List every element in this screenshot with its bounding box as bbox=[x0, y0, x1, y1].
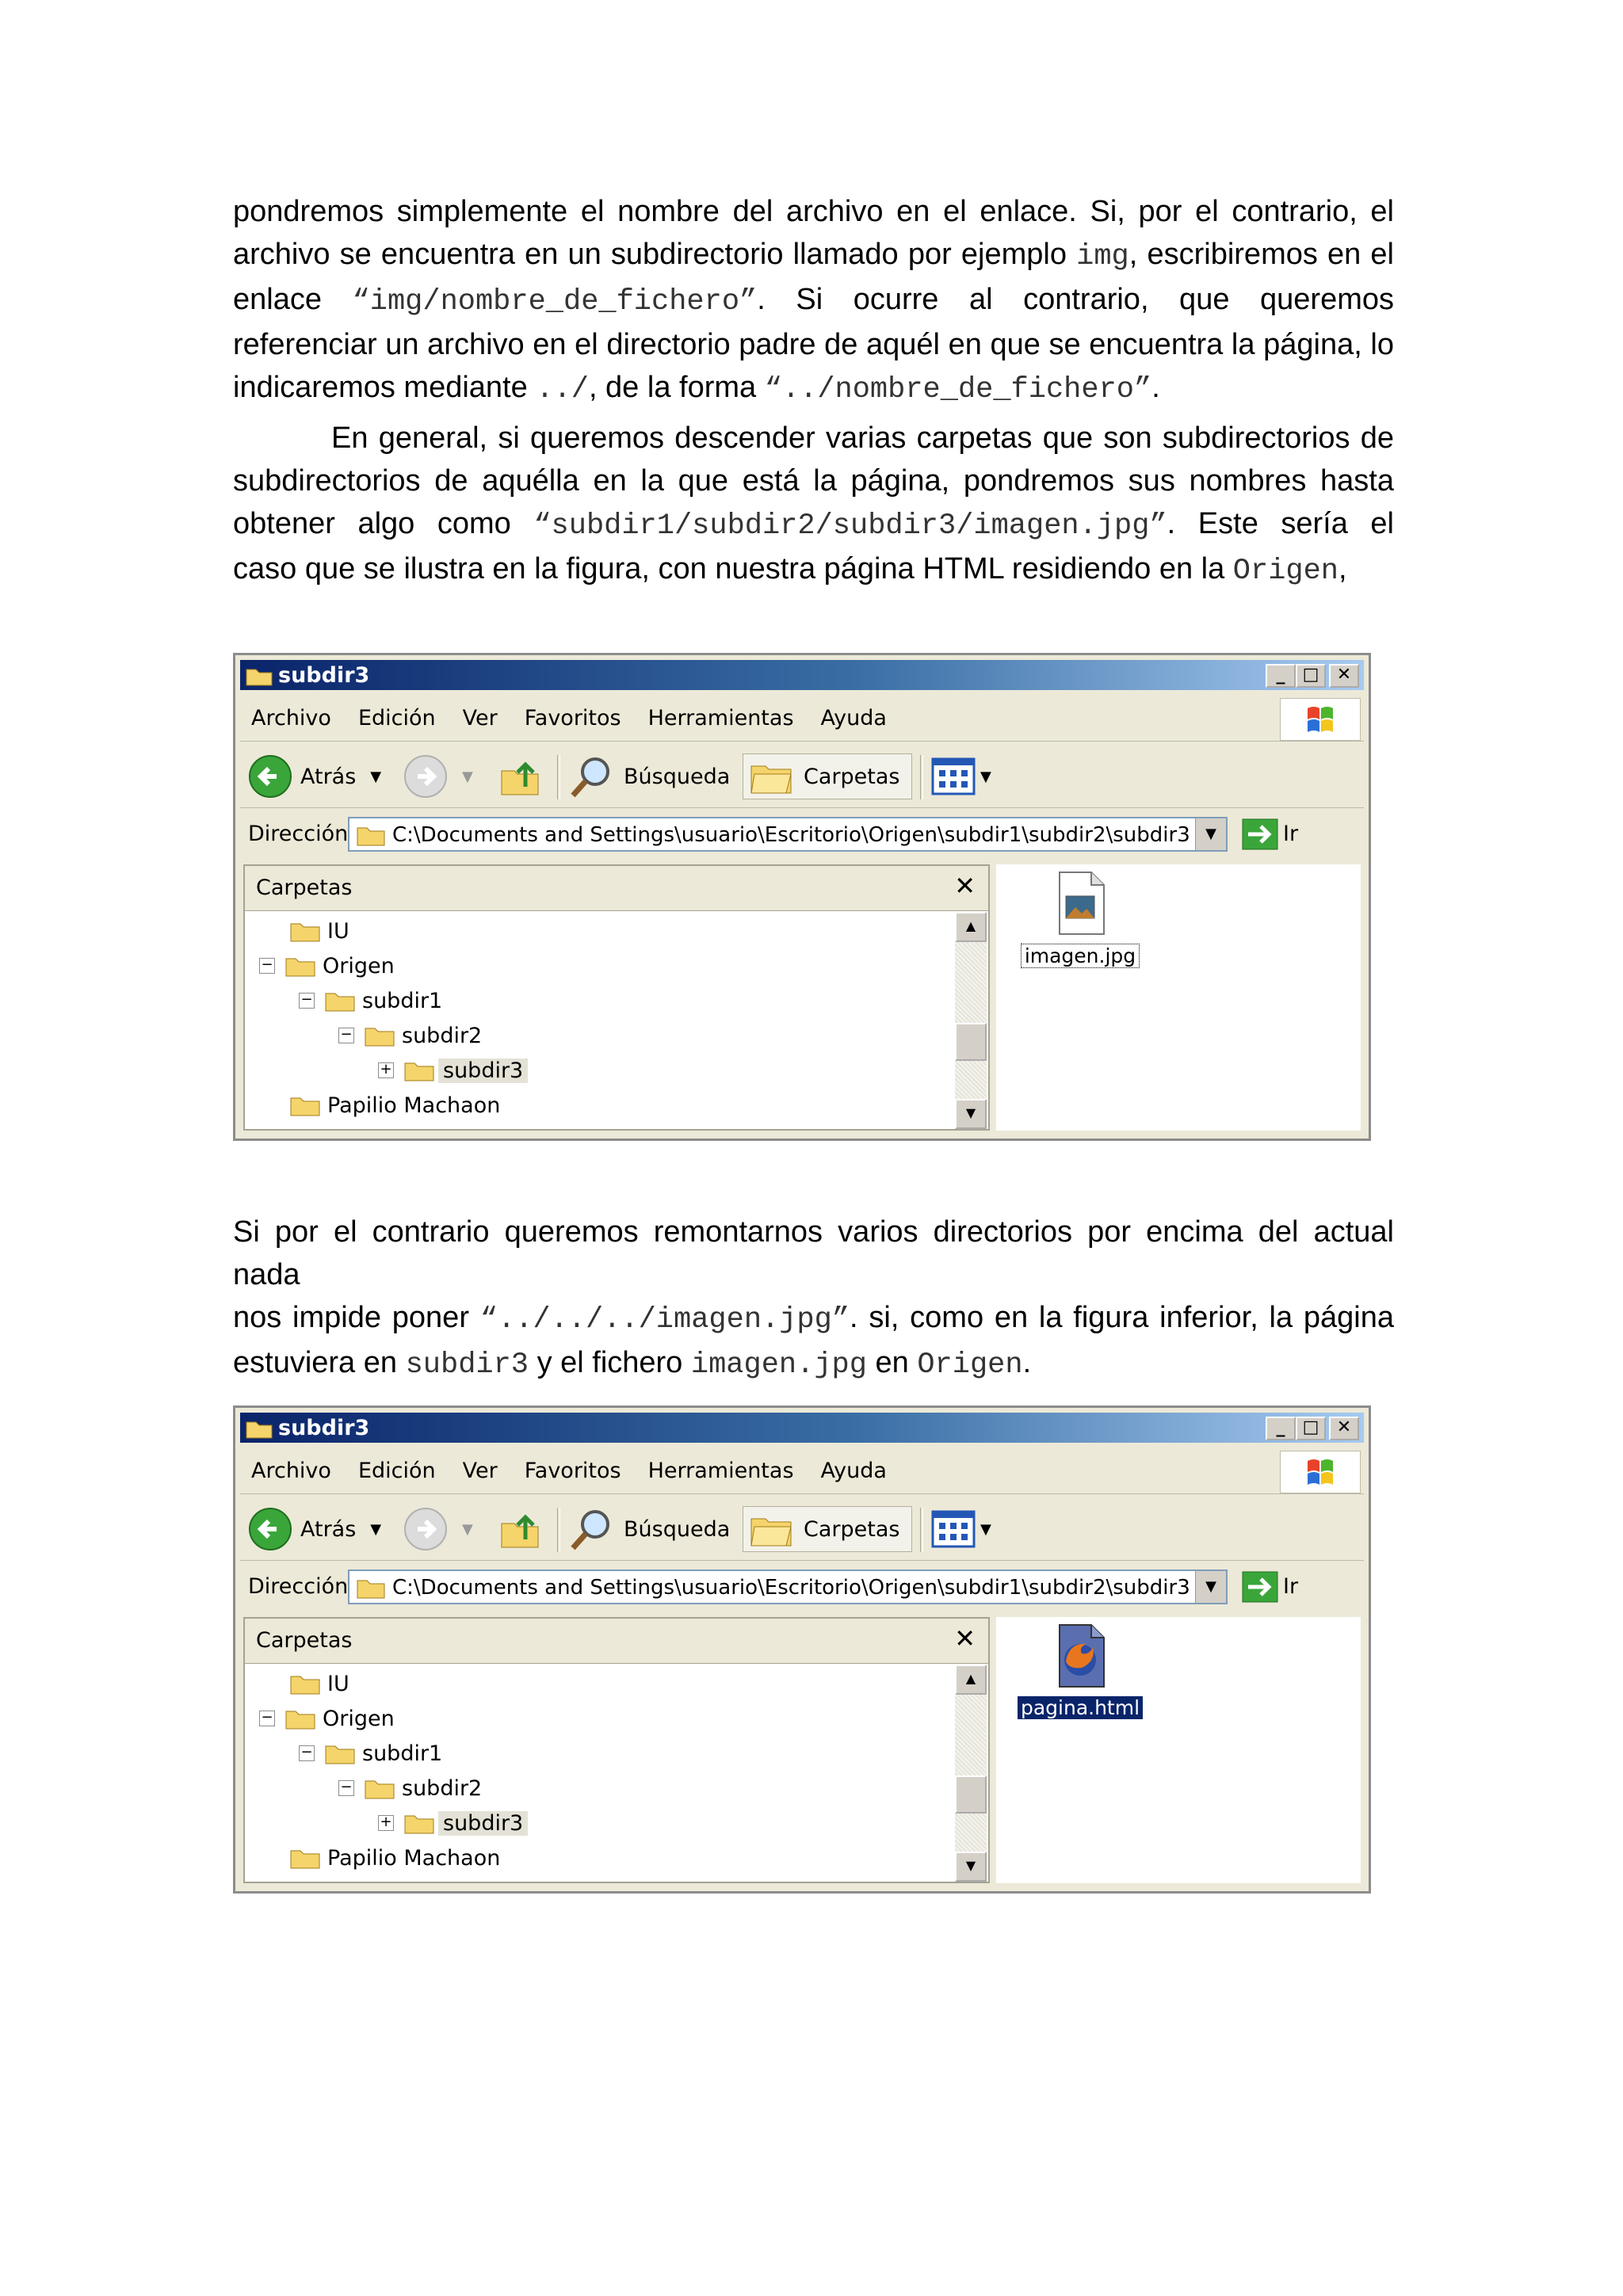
collapse-icon[interactable]: − bbox=[299, 1745, 315, 1761]
tree-item-origen[interactable] bbox=[259, 1703, 395, 1734]
file-item-imagen-jpg[interactable] bbox=[1017, 869, 1144, 968]
code-path: “subdir1/subdir2/subdir3/imagen.jpg” bbox=[533, 509, 1167, 543]
dropdown-arrow-icon[interactable]: ▼ bbox=[370, 1520, 382, 1538]
folder-icon bbox=[285, 954, 316, 978]
code-path: “../../../imagen.jpg” bbox=[479, 1303, 850, 1337]
menu-ver[interactable]: Ver bbox=[462, 1459, 498, 1483]
image-file-icon bbox=[1048, 869, 1112, 937]
up-folder-button[interactable] bbox=[498, 1506, 541, 1552]
folders-pane-title: Carpetas bbox=[256, 875, 353, 900]
folders-label: Carpetas bbox=[804, 764, 900, 789]
forward-arrow-icon bbox=[403, 1507, 448, 1551]
file-pane bbox=[996, 1617, 1361, 1883]
address-text: C:\Documents and Settings\usuario\Escritorio\Origen\subdir1\subdir2\subdir3 bbox=[392, 823, 1190, 847]
text: caso que se ilustra en la figura, con nuestra página HTML residiendo en la bbox=[233, 552, 1233, 585]
up-folder-icon bbox=[498, 755, 541, 798]
folder-icon bbox=[285, 1707, 316, 1730]
code-img: img bbox=[1076, 240, 1129, 273]
p1-line-4: referenciar un archivo en el directorio padre de aquél en que se encuentra la página, lo bbox=[233, 328, 1394, 361]
paragraph-3 bbox=[233, 1211, 1394, 1386]
folder-icon bbox=[356, 823, 386, 847]
search-label: Búsqueda bbox=[624, 764, 731, 789]
close-button[interactable]: ✕ bbox=[1329, 1417, 1359, 1440]
title-bar bbox=[240, 660, 1364, 690]
folders-button[interactable] bbox=[743, 753, 912, 799]
tree-scrollbar[interactable] bbox=[955, 912, 987, 1129]
folders-icon bbox=[748, 1509, 796, 1549]
text: y el fichero bbox=[529, 1346, 691, 1379]
folder-icon bbox=[289, 1093, 321, 1117]
search-button[interactable] bbox=[568, 753, 730, 799]
back-label: Atrás bbox=[300, 1516, 357, 1542]
tree-label: subdir1 bbox=[362, 988, 443, 1013]
text: archivo se encuentra en un subdirectorio llamado por ejemplo bbox=[233, 238, 1077, 271]
tree-label: Papilio Machaon bbox=[327, 1845, 501, 1871]
toolbar bbox=[240, 1498, 1364, 1561]
views-button[interactable] bbox=[931, 753, 991, 799]
html-file-icon bbox=[1048, 1622, 1112, 1690]
menu-archivo[interactable]: Archivo bbox=[251, 706, 331, 730]
tree-item-subdir2[interactable] bbox=[338, 1772, 482, 1804]
tree-item-papilio-machaon[interactable] bbox=[289, 1089, 500, 1121]
close-icon[interactable]: ✕ bbox=[954, 871, 976, 901]
up-folder-button[interactable] bbox=[498, 753, 541, 799]
folder-icon bbox=[403, 1811, 435, 1835]
folder-icon bbox=[403, 1058, 435, 1082]
scroll-down-button[interactable]: ▼ bbox=[955, 1852, 987, 1882]
search-label: Búsqueda bbox=[624, 1516, 731, 1542]
address-label: Dirección bbox=[248, 1574, 349, 1599]
folder-icon bbox=[364, 1024, 395, 1047]
tree-item-papilio-machaon[interactable] bbox=[289, 1842, 500, 1874]
scroll-up-button[interactable]: ▲ bbox=[955, 912, 987, 942]
explorer-window-1 bbox=[233, 653, 1371, 1141]
back-label: Atrás bbox=[300, 764, 357, 789]
p1-line-2 bbox=[233, 233, 1394, 278]
tree-label: subdir3 bbox=[438, 1058, 528, 1083]
menu-archivo[interactable]: Archivo bbox=[251, 1459, 331, 1483]
folders-pane bbox=[243, 1617, 990, 1883]
tree-label: Origen bbox=[323, 1706, 395, 1731]
code-subdir3: subdir3 bbox=[405, 1348, 529, 1382]
folder-tree bbox=[245, 1665, 958, 1882]
collapse-icon[interactable]: − bbox=[338, 1028, 354, 1043]
tree-label: subdir3 bbox=[438, 1811, 528, 1836]
scroll-thumb[interactable] bbox=[955, 1023, 987, 1061]
text: . si, como en la figura inferior, la página bbox=[850, 1301, 1395, 1334]
go-label[interactable]: Ir bbox=[1283, 822, 1299, 846]
address-bar bbox=[240, 1565, 1364, 1609]
forward-button[interactable] bbox=[403, 753, 473, 799]
tree-label: IU bbox=[327, 1671, 349, 1696]
text: indicaremos mediante bbox=[233, 371, 537, 404]
folder-icon bbox=[356, 1576, 386, 1600]
p3-line-1: Si por el contrario queremos remontarnos varios directorios por encima del actual nada bbox=[233, 1215, 1394, 1291]
views-icon bbox=[931, 1510, 976, 1548]
maximize-button[interactable]: □ bbox=[1296, 1417, 1326, 1440]
address-dropdown-button[interactable]: ▼ bbox=[1195, 1571, 1226, 1603]
menu-edicion[interactable]: Edición bbox=[357, 1459, 436, 1483]
tree-label: subdir1 bbox=[362, 1741, 443, 1766]
menu-edicion[interactable]: Edición bbox=[357, 706, 436, 730]
folders-button[interactable] bbox=[743, 1506, 912, 1552]
folder-icon bbox=[289, 919, 321, 943]
folders-pane-header bbox=[245, 866, 988, 911]
menu-bar bbox=[240, 1449, 1364, 1494]
code-parent: ../ bbox=[536, 373, 589, 406]
tree-label: subdir2 bbox=[402, 1775, 483, 1801]
windows-logo bbox=[1280, 698, 1361, 741]
address-label: Dirección bbox=[248, 822, 349, 846]
expand-icon[interactable]: + bbox=[378, 1062, 394, 1078]
folder-icon bbox=[245, 665, 273, 687]
text: . bbox=[1022, 1346, 1032, 1379]
dropdown-arrow-icon[interactable]: ▼ bbox=[462, 768, 473, 785]
menu-ayuda[interactable]: Ayuda bbox=[820, 706, 887, 730]
folder-icon bbox=[245, 1417, 273, 1440]
go-label[interactable]: Ir bbox=[1283, 1574, 1299, 1599]
back-button[interactable] bbox=[248, 1506, 381, 1552]
tree-item-subdir1[interactable] bbox=[299, 985, 442, 1016]
p2-line-3 bbox=[233, 502, 1394, 547]
file-item-pagina-html[interactable] bbox=[1017, 1622, 1144, 1719]
expand-icon[interactable]: + bbox=[378, 1815, 394, 1831]
close-button[interactable]: ✕ bbox=[1329, 664, 1359, 688]
dropdown-arrow-icon[interactable]: ▼ bbox=[370, 768, 382, 785]
up-folder-icon bbox=[498, 1508, 541, 1550]
folder-icon bbox=[289, 1846, 321, 1870]
menu-herramientas[interactable]: Herramientas bbox=[647, 1459, 794, 1483]
maximize-button[interactable]: □ bbox=[1296, 664, 1326, 688]
file-name: imagen.jpg bbox=[1021, 944, 1140, 968]
folders-icon bbox=[748, 757, 796, 796]
close-icon[interactable]: ✕ bbox=[954, 1623, 976, 1653]
p2-line-2: subdirectorios de aquélla en la que está la página, pondremos sus nombres hasta bbox=[233, 464, 1394, 498]
scroll-down-button[interactable]: ▼ bbox=[955, 1099, 987, 1129]
p2-line-1: En general, si queremos descender varias carpetas que son subdirectorios de bbox=[331, 421, 1394, 455]
minimize-button[interactable]: _ bbox=[1266, 1417, 1296, 1440]
tree-item-iu[interactable] bbox=[289, 915, 349, 947]
folder-icon bbox=[324, 1741, 356, 1765]
go-arrow-icon[interactable] bbox=[1242, 1571, 1278, 1603]
code-path: “../nombre_de_fichero” bbox=[764, 373, 1152, 406]
folder-icon bbox=[289, 1672, 321, 1695]
tree-label: IU bbox=[327, 918, 349, 944]
text: . Este sería el bbox=[1167, 507, 1394, 540]
collapse-icon[interactable]: − bbox=[299, 993, 315, 1009]
search-button[interactable] bbox=[568, 1506, 730, 1552]
p1-line-5 bbox=[233, 366, 1394, 411]
folders-pane bbox=[243, 864, 990, 1131]
tree-item-subdir2[interactable] bbox=[338, 1020, 482, 1051]
text: . bbox=[1151, 371, 1160, 404]
scroll-thumb[interactable] bbox=[955, 1775, 987, 1814]
tree-item-subdir1[interactable] bbox=[299, 1737, 442, 1769]
tree-label: Origen bbox=[323, 953, 395, 978]
minimize-button[interactable]: _ bbox=[1266, 664, 1296, 688]
window-controls bbox=[1266, 664, 1359, 688]
folders-pane-header bbox=[245, 1619, 988, 1664]
collapse-icon[interactable]: − bbox=[338, 1780, 354, 1796]
text: , escribiremos en el bbox=[1128, 238, 1394, 271]
menu-ver[interactable]: Ver bbox=[462, 706, 498, 730]
toolbar bbox=[240, 746, 1364, 808]
back-arrow-icon bbox=[248, 1507, 292, 1551]
title-bar bbox=[240, 1413, 1364, 1443]
text: , de la forma bbox=[588, 371, 765, 404]
tree-scrollbar[interactable] bbox=[955, 1665, 987, 1882]
code-path: “img/nombre_de_fichero” bbox=[352, 285, 758, 318]
folder-tree bbox=[245, 912, 958, 1129]
menu-favoritos[interactable]: Favoritos bbox=[524, 706, 621, 730]
text: , bbox=[1338, 552, 1347, 585]
search-icon bbox=[568, 754, 616, 799]
tree-label: subdir2 bbox=[402, 1023, 483, 1048]
menu-bar bbox=[240, 696, 1364, 742]
address-bar bbox=[240, 812, 1364, 856]
text: . Si ocurre al contrario, que queremos bbox=[757, 283, 1394, 316]
file-name: pagina.html bbox=[1018, 1696, 1143, 1719]
forward-arrow-icon bbox=[403, 754, 448, 799]
views-icon bbox=[931, 757, 976, 795]
explorer-window-2 bbox=[233, 1405, 1371, 1894]
scroll-up-button[interactable]: ▲ bbox=[955, 1665, 987, 1695]
text: nos impide poner bbox=[233, 1301, 480, 1334]
code-origen: Origen bbox=[917, 1348, 1023, 1382]
window-controls bbox=[1266, 1417, 1359, 1440]
go-arrow-icon[interactable] bbox=[1242, 818, 1278, 850]
folder-icon bbox=[364, 1776, 395, 1800]
code-origen: Origen bbox=[1232, 555, 1339, 588]
dropdown-arrow-icon[interactable]: ▼ bbox=[980, 1520, 991, 1538]
p1-line-1: pondremos simplemente el nombre del archivo en el enlace. Si, por el contrario, el bbox=[233, 195, 1394, 228]
tree-item-origen[interactable] bbox=[259, 950, 395, 982]
window-title: subdir3 bbox=[278, 663, 370, 688]
p3-line-3 bbox=[233, 1341, 1394, 1386]
text: estuviera en bbox=[233, 1346, 406, 1379]
tree-item-iu[interactable] bbox=[289, 1668, 349, 1699]
window-title: subdir3 bbox=[278, 1416, 370, 1440]
views-button[interactable] bbox=[931, 1506, 991, 1552]
folder-icon bbox=[324, 989, 356, 1013]
p1-line-3 bbox=[233, 278, 1394, 323]
dropdown-arrow-icon[interactable]: ▼ bbox=[980, 768, 991, 785]
text: obtener algo como bbox=[233, 507, 534, 540]
back-button[interactable] bbox=[248, 753, 381, 799]
menu-herramientas[interactable]: Herramientas bbox=[647, 706, 794, 730]
address-dropdown-button[interactable]: ▼ bbox=[1195, 818, 1226, 850]
menu-favoritos[interactable]: Favoritos bbox=[524, 1459, 621, 1483]
text: en bbox=[866, 1346, 918, 1379]
folders-label: Carpetas bbox=[804, 1516, 900, 1542]
file-pane bbox=[996, 864, 1361, 1131]
collapse-icon[interactable]: − bbox=[259, 958, 275, 974]
windows-logo bbox=[1280, 1451, 1361, 1493]
code-imagen: imagen.jpg bbox=[690, 1348, 867, 1382]
address-text: C:\Documents and Settings\usuario\Escritorio\Origen\subdir1\subdir2\subdir3 bbox=[392, 1576, 1190, 1600]
p3-line-2 bbox=[233, 1296, 1394, 1341]
collapse-icon[interactable]: − bbox=[259, 1711, 275, 1726]
folders-pane-title: Carpetas bbox=[256, 1628, 353, 1653]
text: enlace bbox=[233, 283, 353, 316]
tree-label: Papilio Machaon bbox=[327, 1093, 501, 1118]
forward-button[interactable] bbox=[403, 1506, 473, 1552]
tree-item-subdir3[interactable] bbox=[378, 1807, 528, 1839]
p2-line-4 bbox=[233, 547, 1394, 593]
tree-item-subdir3[interactable] bbox=[378, 1055, 528, 1086]
dropdown-arrow-icon[interactable]: ▼ bbox=[462, 1520, 473, 1538]
back-arrow-icon bbox=[248, 754, 292, 799]
menu-ayuda[interactable]: Ayuda bbox=[820, 1459, 887, 1483]
address-input[interactable] bbox=[348, 817, 1228, 852]
address-input[interactable] bbox=[348, 1569, 1228, 1604]
paragraph-2 bbox=[233, 417, 1394, 593]
search-icon bbox=[568, 1507, 616, 1551]
paragraph-1 bbox=[233, 190, 1394, 411]
